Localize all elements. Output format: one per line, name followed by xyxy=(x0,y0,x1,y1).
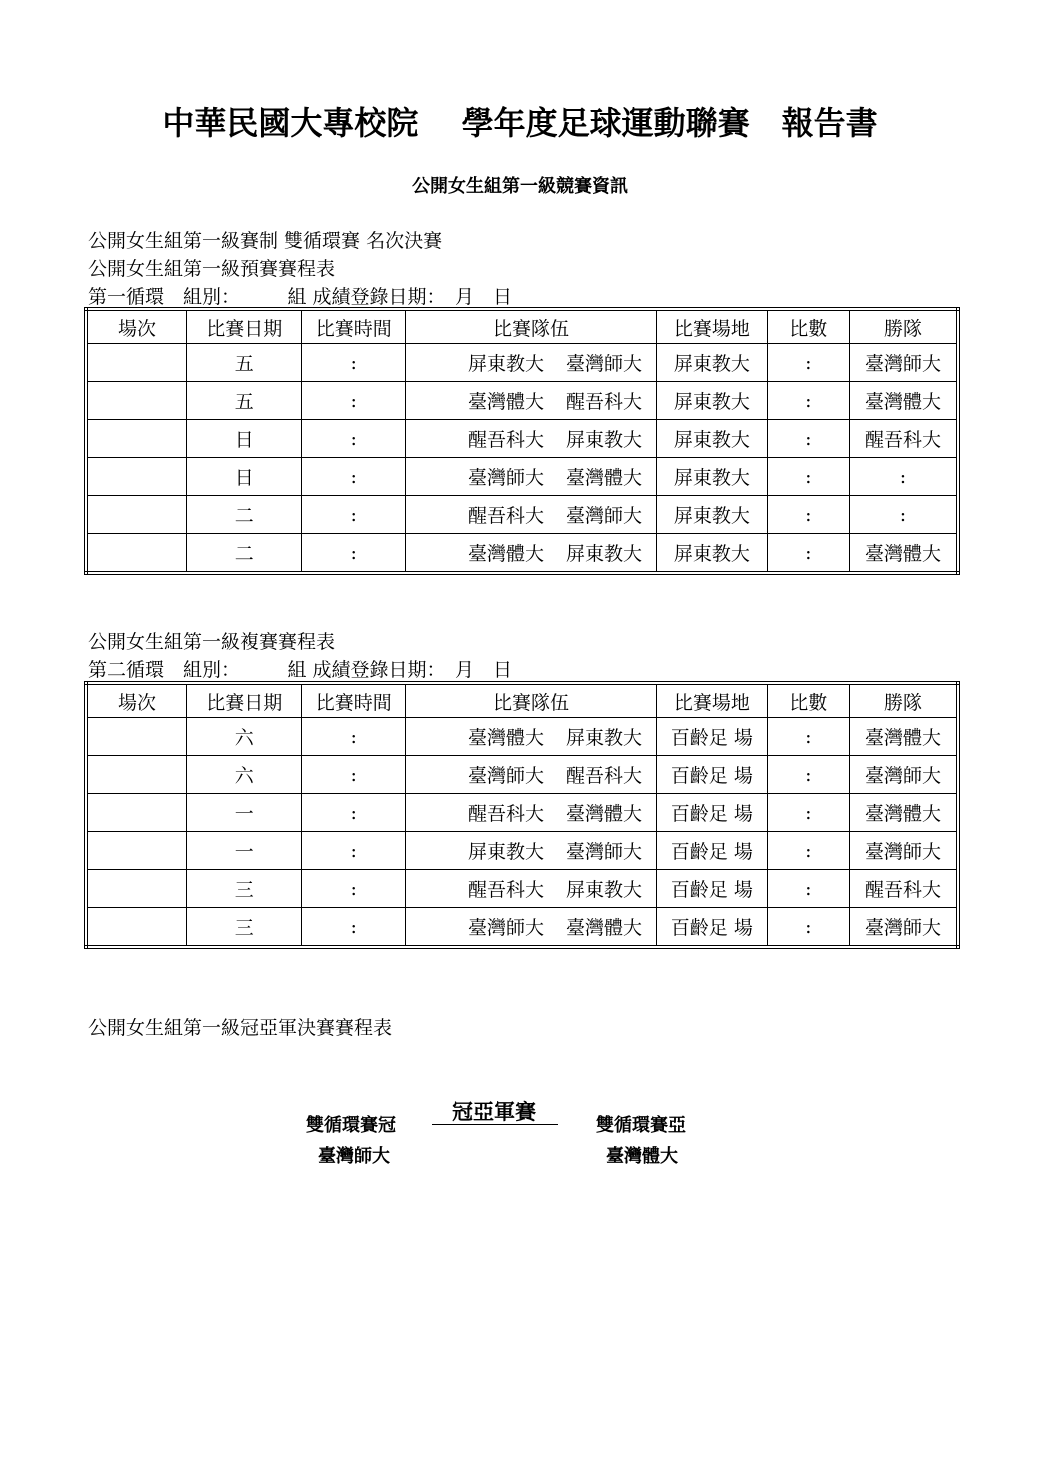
team-away: 臺灣體大 xyxy=(566,803,643,825)
cell-teams xyxy=(405,420,656,458)
cell-score: : xyxy=(767,794,849,832)
cell-date: 二 xyxy=(186,496,302,534)
header-teams: 比賽隊伍 xyxy=(405,309,656,344)
cell-score: : xyxy=(767,496,849,534)
cell-score: : xyxy=(767,832,849,870)
cell-time: : xyxy=(302,420,405,458)
header-date: 比賽日期 xyxy=(186,309,302,344)
header-teams: 比賽隊伍 xyxy=(405,683,656,718)
cell-winner: 臺灣體大 xyxy=(849,794,958,832)
final-schedule-title: 公開女生組第一級冠亞軍決賽賽程表 xyxy=(88,1017,393,1039)
cell-teams xyxy=(405,908,656,948)
cell-teams xyxy=(405,794,656,832)
cell-date: 一 xyxy=(186,832,302,870)
cell-venue: 百齡足 場 xyxy=(657,870,768,908)
cell-date: 六 xyxy=(186,718,302,756)
cell-winner: 醒吾科大 xyxy=(849,420,958,458)
round1-schedule-table xyxy=(84,307,960,575)
final-right-team: 臺灣體大 xyxy=(606,1146,678,1167)
cell-venue: 百齡足 場 xyxy=(657,908,768,948)
cell-venue: 百齡足 場 xyxy=(657,832,768,870)
cell-no xyxy=(86,908,186,948)
cell-venue: 屏東教大 xyxy=(657,458,768,496)
team-home: 臺灣師大 xyxy=(467,467,544,489)
final-right-label: 雙循環賽亞 xyxy=(596,1115,686,1136)
header-time: 比賽時間 xyxy=(302,309,405,344)
team-away: 屏東教大 xyxy=(566,429,643,451)
cell-no xyxy=(86,420,186,458)
header-no: 場次 xyxy=(86,683,186,718)
header-winner: 勝隊 xyxy=(849,683,958,718)
table-row xyxy=(86,534,958,574)
team-home: 醒吾科大 xyxy=(467,505,544,527)
round2-info-line: 第二循環 組別： 組 成績登錄日期： 月 日 xyxy=(88,659,513,681)
table-row xyxy=(86,458,958,496)
table-row xyxy=(86,718,958,756)
cell-date: 五 xyxy=(186,382,302,420)
team-away: 臺灣體大 xyxy=(566,467,643,489)
team-home: 臺灣體大 xyxy=(467,391,544,413)
cell-venue: 屏東教大 xyxy=(657,420,768,458)
cell-venue: 百齡足 場 xyxy=(657,718,768,756)
table-row xyxy=(86,870,958,908)
cell-venue: 屏東教大 xyxy=(657,534,768,574)
cell-teams xyxy=(405,382,656,420)
cell-score: : xyxy=(767,382,849,420)
cell-no xyxy=(86,832,186,870)
final-bracket-line xyxy=(432,1124,558,1125)
cell-teams xyxy=(405,718,656,756)
cell-no xyxy=(86,344,186,382)
team-home: 臺灣師大 xyxy=(467,917,544,939)
cell-venue: 百齡足 場 xyxy=(657,756,768,794)
cell-teams xyxy=(405,756,656,794)
table-row xyxy=(86,908,958,948)
cell-venue: 屏東教大 xyxy=(657,382,768,420)
cell-winner: 臺灣師大 xyxy=(849,908,958,948)
cell-date: 三 xyxy=(186,870,302,908)
cell-score: : xyxy=(767,756,849,794)
table-row xyxy=(86,756,958,794)
cell-time: : xyxy=(302,870,405,908)
round2-schedule-table xyxy=(84,681,960,949)
cell-date: 五 xyxy=(186,344,302,382)
final-left-team: 臺灣師大 xyxy=(318,1146,390,1167)
cell-time: : xyxy=(302,832,405,870)
cell-no xyxy=(86,496,186,534)
team-away: 臺灣師大 xyxy=(566,353,643,375)
header-time: 比賽時間 xyxy=(302,683,405,718)
cell-teams xyxy=(405,496,656,534)
cell-time: : xyxy=(302,794,405,832)
cell-no xyxy=(86,794,186,832)
cell-date: 六 xyxy=(186,756,302,794)
cell-teams xyxy=(405,534,656,574)
cell-time: : xyxy=(302,534,405,574)
cell-no xyxy=(86,870,186,908)
final-match-title: 冠亞軍賽 xyxy=(452,1100,536,1124)
team-home: 屏東教大 xyxy=(467,841,544,863)
team-home: 臺灣體大 xyxy=(467,543,544,565)
header-winner: 勝隊 xyxy=(849,309,958,344)
table-row xyxy=(86,794,958,832)
cell-time: : xyxy=(302,908,405,948)
cell-date: 二 xyxy=(186,534,302,574)
cell-score: : xyxy=(767,908,849,948)
cell-date: 一 xyxy=(186,794,302,832)
cell-teams xyxy=(405,458,656,496)
team-away: 臺灣師大 xyxy=(566,505,643,527)
cell-venue: 屏東教大 xyxy=(657,496,768,534)
cell-time: : xyxy=(302,458,405,496)
format-line: 公開女生組第一級賽制 雙循環賽 名次決賽 xyxy=(88,230,443,252)
cell-score: : xyxy=(767,420,849,458)
team-away: 屏東教大 xyxy=(566,879,643,901)
cell-date: 三 xyxy=(186,908,302,948)
cell-time: : xyxy=(302,496,405,534)
cell-winner: 臺灣體大 xyxy=(849,382,958,420)
header-venue: 比賽場地 xyxy=(657,683,768,718)
team-home: 醒吾科大 xyxy=(467,879,544,901)
table-row xyxy=(86,382,958,420)
cell-teams xyxy=(405,344,656,382)
cell-no xyxy=(86,756,186,794)
cell-time: : xyxy=(302,344,405,382)
header-score: 比數 xyxy=(767,309,849,344)
team-away: 醒吾科大 xyxy=(566,765,643,787)
team-away: 臺灣體大 xyxy=(566,917,643,939)
cell-teams xyxy=(405,870,656,908)
cell-winner: 醒吾科大 xyxy=(849,870,958,908)
cell-winner: 臺灣師大 xyxy=(849,832,958,870)
table-row xyxy=(86,420,958,458)
cell-venue: 屏東教大 xyxy=(657,344,768,382)
cell-winner: 臺灣體大 xyxy=(849,534,958,574)
cell-score: : xyxy=(767,718,849,756)
cell-no xyxy=(86,718,186,756)
table-row xyxy=(86,496,958,534)
cell-score: : xyxy=(767,458,849,496)
cell-no xyxy=(86,458,186,496)
header-score: 比數 xyxy=(767,683,849,718)
cell-teams xyxy=(405,832,656,870)
team-away: 屏東教大 xyxy=(566,727,643,749)
team-home: 醒吾科大 xyxy=(467,429,544,451)
team-home: 臺灣師大 xyxy=(467,765,544,787)
final-left-label: 雙循環賽冠 xyxy=(306,1115,396,1136)
cell-time: : xyxy=(302,756,405,794)
cell-no xyxy=(86,534,186,574)
cell-date: 日 xyxy=(186,458,302,496)
team-home: 醒吾科大 xyxy=(467,803,544,825)
cell-score: : xyxy=(767,870,849,908)
table-header-row xyxy=(86,683,958,718)
cell-winner: 臺灣體大 xyxy=(849,718,958,756)
cell-winner: 臺灣師大 xyxy=(849,344,958,382)
cell-no xyxy=(86,382,186,420)
round1-info-line: 第一循環 組別： 組 成績登錄日期： 月 日 xyxy=(88,286,513,308)
team-home: 臺灣體大 xyxy=(467,727,544,749)
header-date: 比賽日期 xyxy=(186,683,302,718)
page-title: 中華民國大專校院 學年度足球運動聯賽 報告書 xyxy=(162,104,878,142)
cell-score: : xyxy=(767,534,849,574)
header-no: 場次 xyxy=(86,309,186,344)
round1-schedule-title: 公開女生組第一級預賽賽程表 xyxy=(88,258,336,280)
cell-date: 日 xyxy=(186,420,302,458)
cell-venue: 百齡足 場 xyxy=(657,794,768,832)
table-row xyxy=(86,344,958,382)
round2-schedule-title: 公開女生組第一級複賽賽程表 xyxy=(88,631,336,653)
header-venue: 比賽場地 xyxy=(657,309,768,344)
page-subtitle: 公開女生組第一級競賽資訊 xyxy=(412,176,628,197)
table-header-row xyxy=(86,309,958,344)
cell-winner: 臺灣師大 xyxy=(849,756,958,794)
cell-winner: : xyxy=(849,496,958,534)
cell-winner: : xyxy=(849,458,958,496)
team-away: 臺灣師大 xyxy=(566,841,643,863)
cell-score: : xyxy=(767,344,849,382)
team-away: 醒吾科大 xyxy=(566,391,643,413)
cell-time: : xyxy=(302,718,405,756)
team-away: 屏東教大 xyxy=(566,543,643,565)
cell-time: : xyxy=(302,382,405,420)
table-row xyxy=(86,832,958,870)
team-home: 屏東教大 xyxy=(467,353,544,375)
